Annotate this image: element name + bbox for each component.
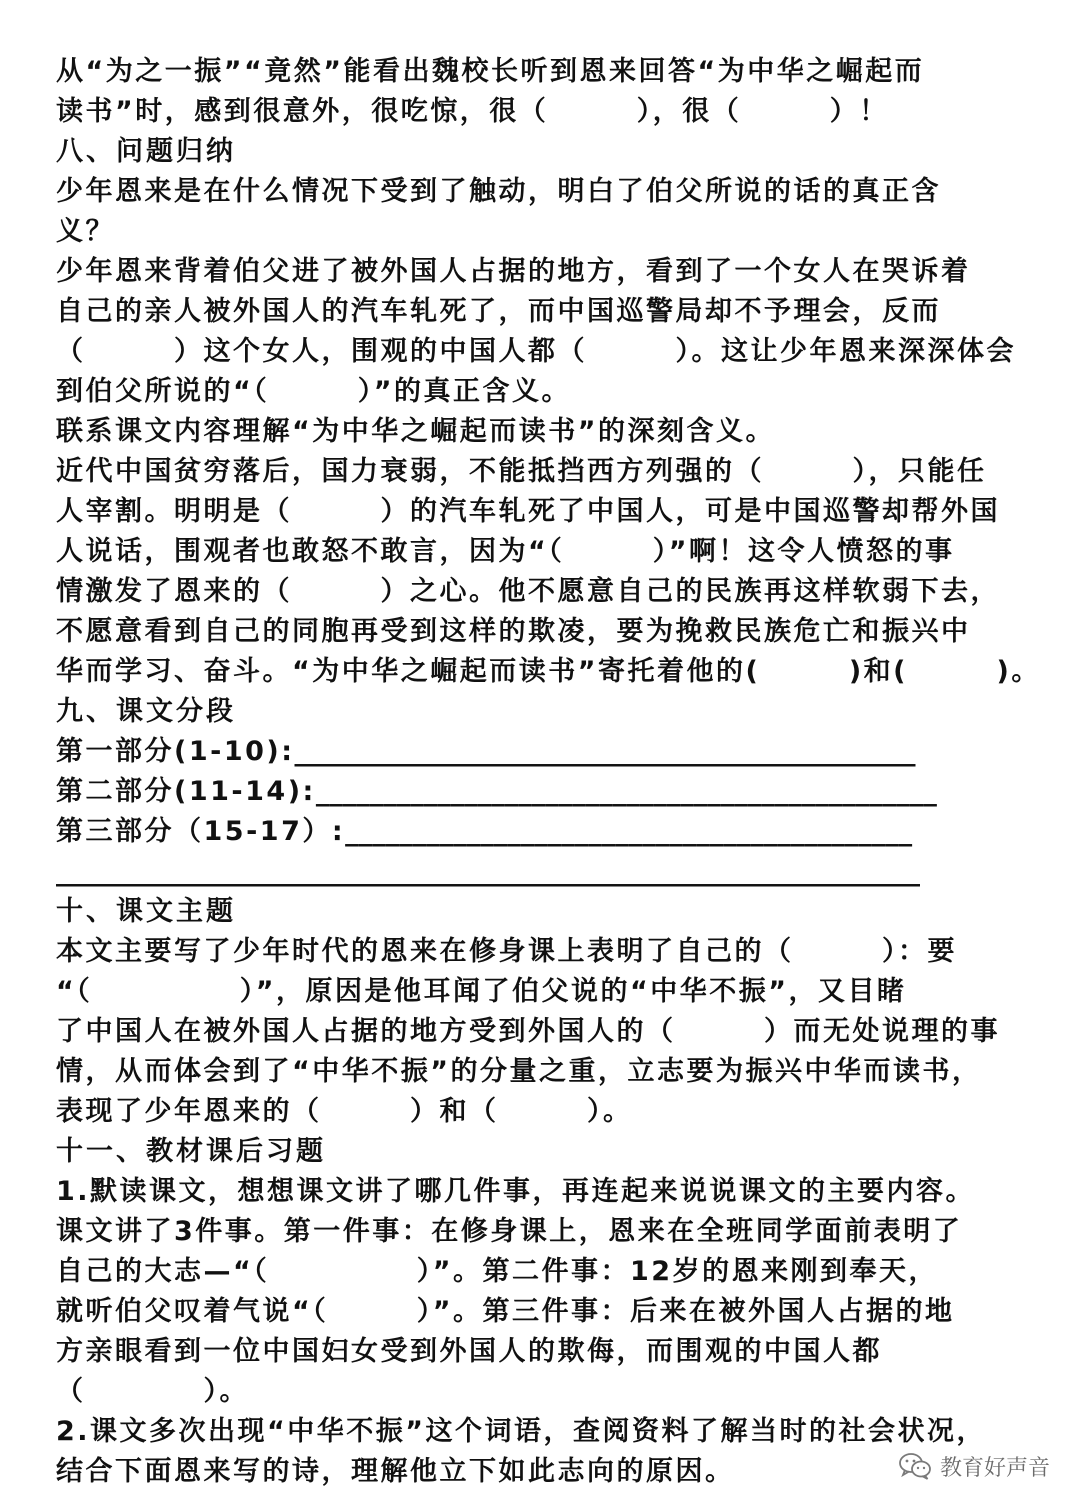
theme-line: 本文主要写了少年时代的恩来在修身课上表明了自己的（ ）：要 (56, 936, 957, 967)
wechat-icon (898, 1451, 932, 1481)
section-heading-9: 九、课文分段 (56, 696, 236, 727)
answer-line: 情激发了恩来的（ ）之心。他不愿意自己的民族再这样软弱下去， (56, 576, 1000, 607)
watermark (898, 1446, 1050, 1486)
exercise-answer-line: （ ）。 (56, 1376, 249, 1407)
exercise-question-1: 1.默读课文，想想课文讲了哪几件事，再连起来说说课文的主要内容。 (56, 1176, 976, 1207)
text-line-1: 从“为之一振”“竟然”能看出魏校长听到恩来回答“为中华之崛起而 (56, 56, 925, 87)
theme-line: 表现了少年恩来的（ ）和（ ）。 (56, 1096, 633, 1127)
watermark-text: 教育好声音 (939, 1455, 1050, 1481)
exercise-question-2: 2.课文多次出现“中华不振”这个词语，查阅资料了解当时的社会状况， (56, 1416, 987, 1447)
answer-line: 华而学习、奋斗。“为中华之崛起而读书”寄托着他的( )和( )。 (56, 656, 1041, 687)
exercise-answer-line: 课文讲了3件事。第一件事：在修身课上，恩来在全班同学面前表明了 (56, 1216, 963, 1247)
segment-label: 第二部分(11-14): (56, 776, 316, 807)
fill-blank-line: __________________________________________ (345, 816, 913, 847)
answer-line: 少年恩来背着伯父进了被外国人占据的地方，看到了一个女人在哭诉着 (56, 256, 971, 287)
section-heading-8: 八、问题归纳 (56, 136, 236, 167)
section-heading-10: 十、课文主题 (56, 896, 236, 927)
question-line: 少年恩来是在什么情况下受到了触动，明白了伯父所说的话的真正含 (56, 176, 941, 207)
fill-blank-line: ______________________________________________ (294, 736, 916, 767)
exercise-answer-line: 方亲眼看到一位中国妇女受到外国人的欺侮，而围观的中国人都 (56, 1336, 882, 1367)
text-line-2: 读书”时，感到很意外，很吃惊，很（ ），很（ ）！ (56, 96, 889, 127)
fill-blank-line-extra (56, 852, 1056, 892)
answer-line: 人宰割。明明是（ ）的汽车轧死了中国人，可是中国巡警却帮外国 (56, 496, 1000, 527)
answer-line: （ ）这个女人，围观的中国人都（ ）。这让少年恩来深深体会 (56, 336, 1016, 367)
segment-part-1 (56, 732, 1056, 772)
exercise-question-2: 结合下面恩来写的诗，理解他立下如此志向的原因。 (56, 1456, 735, 1487)
fill-blank-line: ______________________________________________ (315, 776, 937, 807)
fill-blank-line: ________________________________________________________________ (56, 856, 920, 887)
segment-label: 第一部分(1-10): (56, 736, 295, 767)
segment-label: 第三部分（15-17）: (56, 816, 346, 847)
answer-line: 自己的亲人被外国人的汽车轧死了，而中国巡警局却不予理会，反而 (56, 296, 941, 327)
question-line: 联系课文内容理解“为中华之崛起而读书”的深刻含义。 (56, 416, 775, 447)
exercise-answer-line: 自己的大志—“（ ）”。第二件事：12岁的恩来刚到奉天， (56, 1256, 939, 1287)
theme-line: 了中国人在被外国人占据的地方受到外国人的（ ）而无处说理的事 (56, 1016, 1000, 1047)
theme-line: “（ ）”，原因是他耳闻了伯父说的“中华不振”，又目睹 (56, 976, 907, 1007)
answer-line: 到伯父所说的“（ ）”的真正含义。 (56, 376, 571, 407)
question-line: 义？ (56, 216, 115, 247)
answer-line: 近代中国贫穷落后，国力衰弱，不能抵挡西方列强的（ ），只能任 (56, 456, 987, 487)
exercise-answer-line: 就听伯父叹着气说“（ ）”。第三件事：后来在被外国人占据的地 (56, 1296, 955, 1327)
segment-part-3 (56, 812, 1056, 852)
segment-part-2 (56, 772, 1056, 812)
answer-line: 不愿意看到自己的同胞再受到这样的欺凌，要为挽救民族危亡和振兴中 (56, 616, 971, 647)
theme-line: 情，从而体会到了“中华不振”的分量之重，立志要为振兴中华而读书， (56, 1056, 982, 1087)
section-heading-11: 十一、教材课后习题 (56, 1136, 326, 1167)
answer-line: 人说话，围观者也敢怒不敢言，因为“（ ）”啊！这令人愤怒的事 (56, 536, 955, 567)
